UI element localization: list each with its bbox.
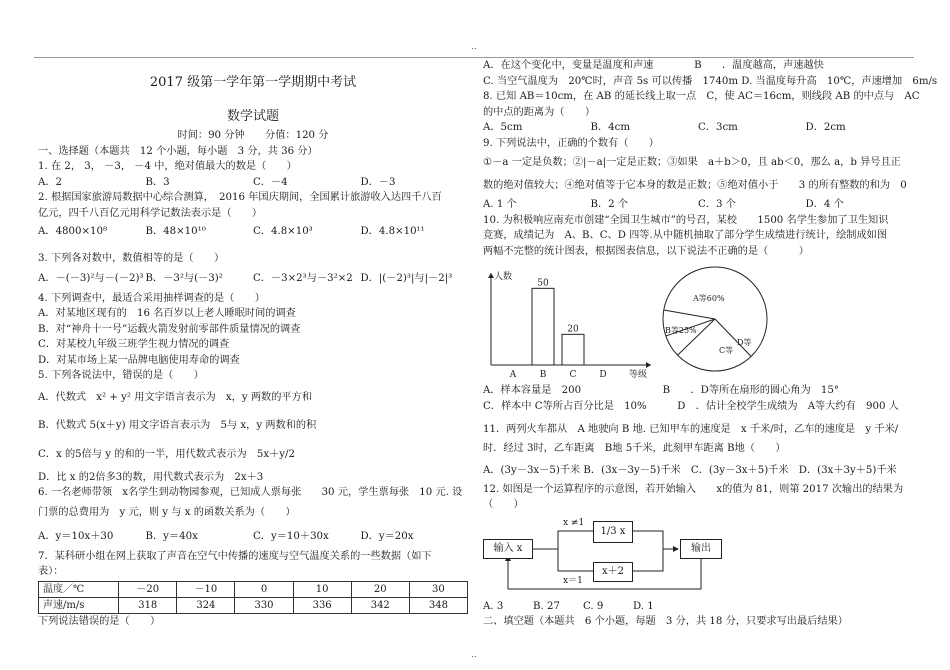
table-cell: 336 (293, 597, 351, 613)
question-7-options-cd: C. 当空气温度为 20℃时，声音 5s 可以传播 1740m D. 当温度每升高 10℃，声速增加 6m/s (483, 75, 938, 87)
table-cell: －10 (177, 581, 235, 597)
question-11: 11．两列火车都从 A 地驶向 B 地. 已知甲车的速度是 x 千米/时，乙车的速度是 y 千米/ (483, 424, 899, 435)
question-2: 2. 根据国家旅游局数据中心综合测算， 2016 年国庆期间，全国累计旅游收入达四千八百 (38, 192, 442, 203)
option: D．|(－2)³|与|－2|³ (360, 272, 453, 284)
question-10: 10. 为积极响应南充市创建“全国卫生城市”的号召，某校 1500 名学生参加了卫生知识 (483, 214, 889, 226)
data-label: 20 (567, 324, 579, 335)
option: A．4800×10⁸ (38, 226, 108, 237)
section-heading: 二、填空题（本题共 6 个小题，每题 3 分，共 18 分，只要求写出最后结果） (483, 616, 848, 627)
option: A．y＝10x＋30 (38, 530, 114, 542)
statistics-charts (483, 261, 913, 383)
question-5-option-a: A．代数式 x² + y² 用文字语言表示为 x，y 两数的平方和 (38, 391, 312, 403)
table-cell: 330 (235, 597, 293, 613)
option: B．48×10¹⁰ (145, 226, 206, 237)
question-4: 4. 下列调查中，最适合采用抽样调查的是（ ） (38, 292, 265, 304)
question-8: 8. 已知 AB＝10cm，在 AB 的延长线上取一点 C，使 AC＝16cm，则线段 AB 的中点与 AC (483, 91, 920, 102)
footer-mark: .. (471, 650, 477, 660)
question-8-cont: 的中点的距离为（ ） (483, 106, 596, 118)
question-12-cont: （ ） (483, 499, 524, 510)
question-7-cont: 表）： (38, 566, 64, 577)
charts-svg (483, 261, 913, 383)
flowchart (483, 517, 913, 599)
operation-box: 1/3 x (593, 521, 633, 543)
option: B．3 (145, 176, 170, 188)
question-5-option-b: B．代数式 5(x＋y) 用文字语言表示为 5与 x，y 两数和的积 (38, 419, 317, 431)
option: C. 9 (583, 600, 604, 612)
question-9-options (483, 197, 913, 213)
table-cell: 20 (351, 581, 409, 597)
table-header-cell: 声速/m/s (39, 597, 119, 613)
question-4-option-a: A．对某地区现有的 16 名百岁以上老人睡眠时间的调查 (38, 308, 296, 319)
option: B．y＝40x (145, 530, 198, 542)
exam-meta: 时间：90 分钟 分值：120 分 (177, 130, 329, 141)
x-tick-label: D (599, 370, 607, 380)
condition-label: x ≠1 (563, 517, 585, 528)
question-10-options-cd: C．样本中 C等所占百分比是 10% D ．估计全校学生成绩为 A等大约有 900 人 (483, 400, 899, 412)
table-cell: 342 (351, 597, 409, 613)
option: A．－(－3)²与－(－2)³ (38, 272, 144, 284)
question-12-options (483, 599, 683, 615)
table-cell: 318 (119, 597, 177, 613)
question-10-cont: 竞赛，成绩记为 A、B、C、D 四等.从中随机抽取了部分学生成绩进行统计，绘制成如图 (483, 230, 888, 241)
question-4-option-b: B．对“神舟十一号”运载火箭发射前零部件质量情况的调查 (38, 323, 301, 335)
option: D．4.8×10¹¹ (360, 226, 425, 237)
pie-slice-label: B等25% (665, 326, 697, 335)
option: B．2 个 (590, 199, 629, 210)
option: D. 1 (633, 600, 654, 612)
pie-slice-label: C等 (719, 346, 734, 355)
table-cell: 10 (293, 581, 351, 597)
question-7-options-ab: A．在这个变化中，变量是温度和声速 B ．温度越高，声速越快 (483, 60, 824, 71)
question-7-prompt: 下列说法错误的是（ ） (38, 615, 161, 627)
option: C．3cm (698, 122, 738, 133)
question-11-options: A．(3y－3x－5)千米 B．(3x－3y－5)千米 C．(3y－3x＋5)千米 D．(3x＋3y＋5)千米 (483, 464, 897, 476)
table-header-cell: 温度／℃ (39, 581, 119, 597)
option: C．－4 (253, 176, 288, 188)
pie-slice-label: A等60% (693, 294, 725, 303)
pie-chart (663, 267, 767, 371)
option: A．2 (38, 176, 63, 188)
left-column (38, 58, 468, 629)
question-5-option-d: D．比 x 的2倍多3的数，用代数式表示为 2x＋3 (38, 471, 264, 483)
page-subtitle: 数学试题 (226, 109, 279, 124)
table-row (39, 581, 468, 597)
question-1: 1. 在 2， 3， －3， －4 中，绝对值最大的数是（ ） (38, 161, 297, 172)
condition-label: x＝1 (563, 575, 583, 586)
y-axis-label: 人数 (494, 272, 513, 282)
option: D．4 个 (805, 199, 844, 210)
data-label: 50 (537, 278, 549, 289)
question-6-cont: 门票的总费用为 y 元，则 y 与 x 的函数关系为（ ） (38, 506, 296, 518)
bar (532, 288, 554, 365)
operation-box: x＋2 (593, 562, 633, 582)
option: A．5cm (483, 122, 523, 133)
question-12: 12. 如图是一个运算程序的示意图，若开始输入 x的值为 81，则第 2017 次输出的结果为 (483, 483, 904, 495)
question-6: 6. 一名老师带领 x名学生到动物园参观，已知成人票每张 30 元，学生票每张 10 元. 设 (38, 487, 463, 498)
option: D．y＝20x (360, 530, 414, 542)
option: A. 3 (483, 600, 504, 612)
question-9-statements-cont: 数的绝对值较大；④绝对值等于它本身的数是正数；⑤绝对值小于 3 的所有整数的和为 0 (483, 180, 907, 191)
question-7: 7．某科研小组在网上获取了声音在空气中传播的速度与空气温度关系的一些数据（如下 (38, 550, 432, 562)
option: D．2cm (805, 122, 846, 133)
option: C．y＝10＋30x (253, 530, 329, 542)
question-9-statements: ①－a 一定是负数；②|－a|一定是正数；③如果 a＋b＞0，且 ab＜0，那么 a，b 异号且正 (483, 157, 901, 168)
option: C．4.8×10³ (253, 226, 313, 237)
table-cell: 324 (177, 597, 235, 613)
question-5: 5. 下列各说法中，错误的是（ ） (38, 370, 204, 381)
x-tick-label: B (539, 370, 547, 380)
question-6-options (38, 525, 468, 549)
option: C．－3×2³与－3²×2 (253, 272, 353, 284)
table-cell: 30 (409, 581, 467, 597)
option: B．－3²与(－3)² (145, 272, 223, 284)
question-3-options (38, 267, 468, 291)
x-tick-label: A (509, 370, 517, 380)
bar-chart (488, 270, 651, 380)
table-cell: 0 (235, 581, 293, 597)
option: B. 27 (533, 600, 560, 612)
question-1-options (38, 175, 468, 191)
output-box: 输出 (680, 539, 722, 559)
question-4-option-d: D．对某市场上某一品牌电脑使用寿命的调查 (38, 354, 240, 366)
table-cell: 348 (409, 597, 467, 613)
bar (562, 334, 584, 365)
question-10-cont2: 两幅不完整的统计图表，根据图表信息，以下说法不正确的是（ ） (483, 245, 809, 257)
data-table (38, 581, 468, 614)
question-3: 3. 下列各对数中，数值相等的是（ ） (38, 253, 225, 264)
question-10-options-ab: A．样本容量是 200 B ．D等所在扇形的圆心角为 15° (483, 385, 839, 396)
x-axis-arrow (646, 362, 651, 368)
table-row (39, 597, 468, 613)
table-cell: －20 (119, 581, 177, 597)
question-5-option-c: C．x 的5倍与 y 的和的一半，用代数式表示为 5x＋y/2 (38, 448, 295, 460)
option: B．4cm (590, 122, 631, 133)
option: D．－3 (360, 176, 396, 188)
question-2-options (38, 221, 468, 243)
question-4-option-c: C．对某校九年级三班学生视力情况的调查 (38, 339, 230, 350)
option: A. 1 个 (483, 199, 517, 210)
input-box: 输入 x (483, 539, 533, 559)
x-tick-label: C (569, 370, 577, 380)
pie-slice-label: D等 (737, 338, 752, 347)
question-9: 9. 下列说法中，正确的个数有（ ） (483, 137, 659, 149)
question-11-cont: 时．经过 3时，乙车距离 B地 5千米，此刻甲车距离 B地（ ） (483, 442, 786, 454)
x-axis-label: 等级 (629, 370, 648, 380)
question-2-cont: 亿元，四千八百亿元用科学记数法表示是（ ） (38, 207, 263, 219)
right-column (483, 58, 938, 630)
section-heading: 一、选择题（本题共 12 个小题，每小题 3 分，共 36 分） (38, 145, 318, 157)
header-mark: .. (471, 42, 477, 52)
option: C．3 个 (698, 199, 736, 210)
page-title: 2017 级第一学年第一学期期中考试 (149, 75, 357, 90)
question-8-options (483, 120, 913, 136)
